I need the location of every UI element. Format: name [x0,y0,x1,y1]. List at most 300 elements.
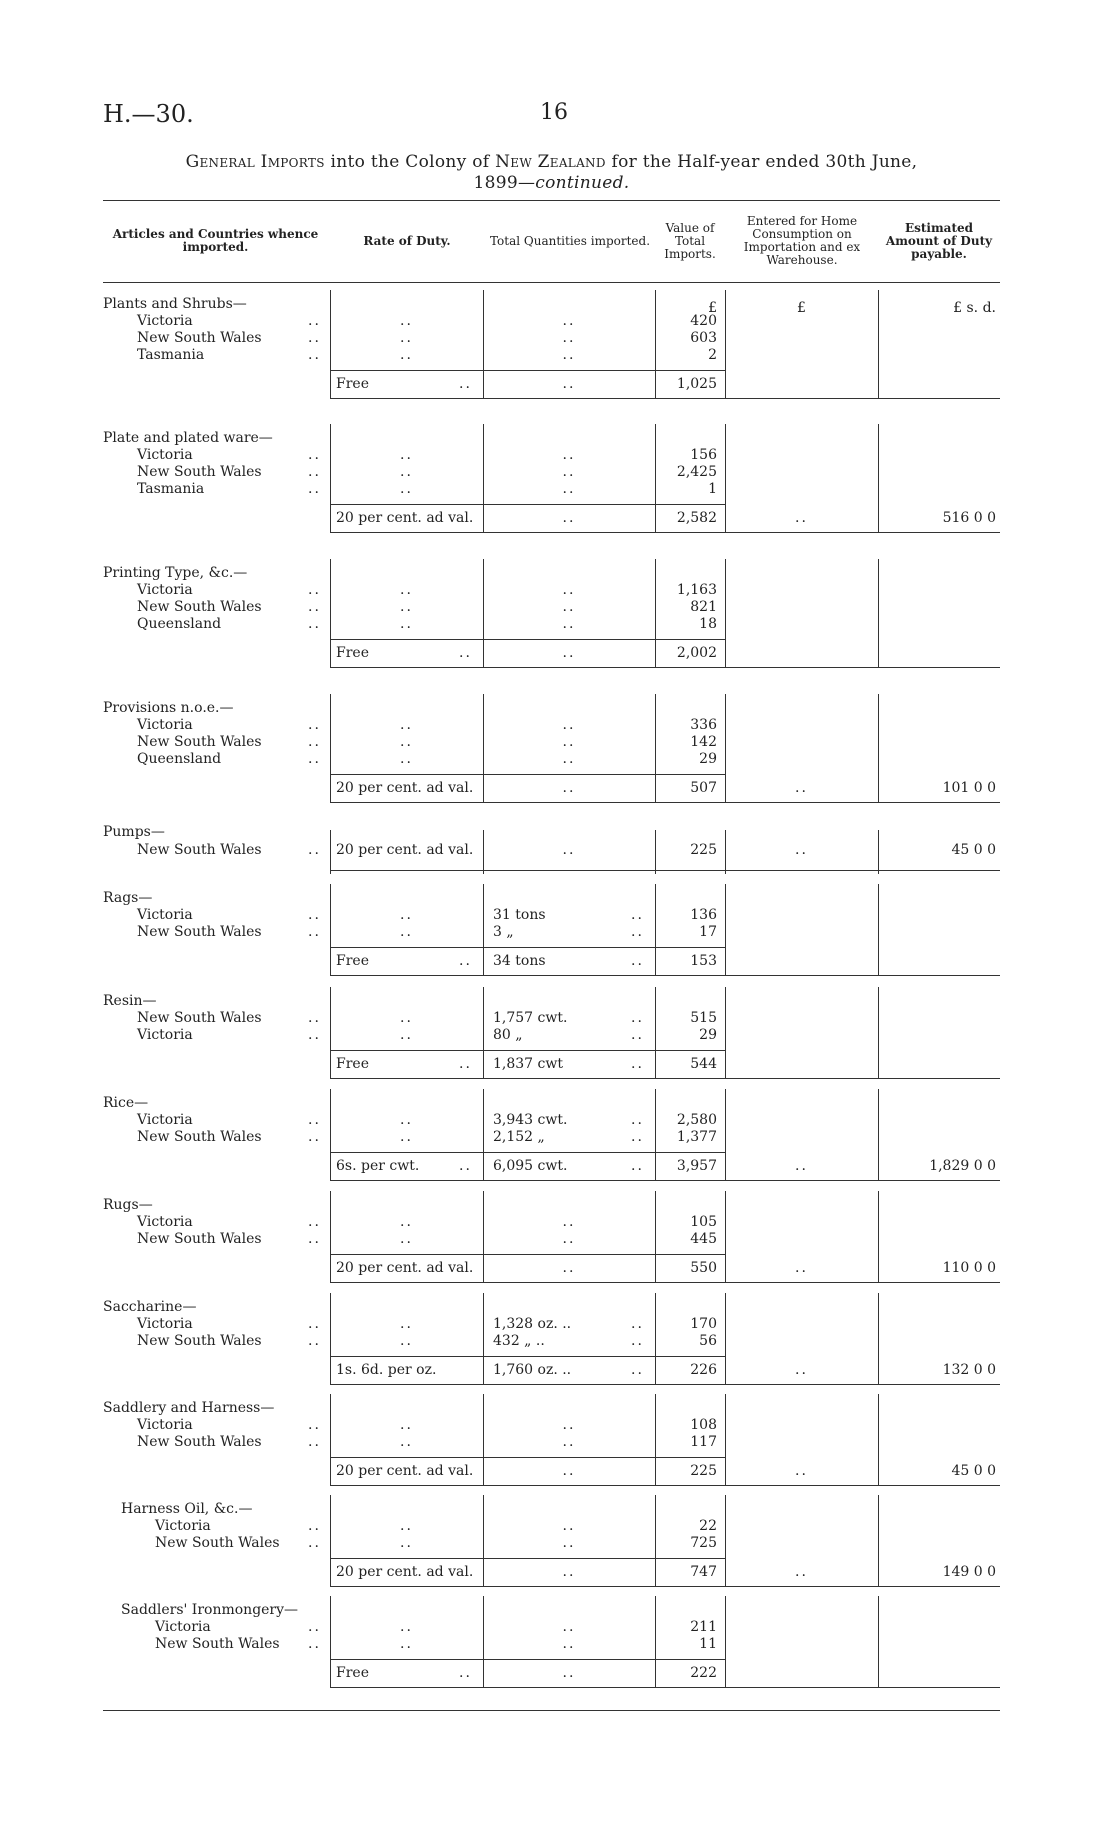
row-country: New South Wales [137,842,262,858]
title-part-a: General Imports [185,152,325,172]
row-dots-r: .. [400,1434,413,1450]
col-rule [655,1596,656,1687]
total-rate-dots: .. [459,645,472,661]
total-rate: 20 per cent. ad val. [336,1564,474,1580]
row-dots-r: .. [400,1231,413,1247]
row-value: 108 [690,1417,717,1433]
section-title: Saddlers' Ironmongery— [121,1602,299,1618]
col-rule [725,1495,726,1586]
col-rule [483,1596,484,1687]
col-rule [878,987,879,1078]
row-country: New South Wales [137,1231,262,1247]
section-title: Saddlery and Harness— [103,1400,275,1416]
row-quantity: 2,152 „ [493,1129,545,1145]
section-rule [330,1078,1000,1079]
row-dots-r: .. [400,1214,413,1230]
row-dots-q: .. [562,1434,576,1450]
col-rule [330,1495,331,1586]
total-value: 2,002 [676,645,717,661]
row-duty: 45 0 0 [951,842,996,858]
row-dots-r: .. [400,464,413,480]
document-reference: H.—30. [103,100,194,128]
row-country: Victoria [137,1214,193,1230]
rate-subtotal-rule [330,774,725,775]
total-value: 3,957 [676,1158,717,1174]
row-dots-a: .. [308,1112,321,1128]
row-dots-r: .. [400,751,413,767]
col-rule [725,987,726,1078]
row-country: New South Wales [137,1434,262,1450]
row-dots-a: .. [308,842,321,858]
total-quantity: 1,837 cwt [493,1056,563,1072]
row-dots-a: .. [308,464,321,480]
total-qty-dots: .. [631,1056,644,1072]
row-quantity: 80 „ [493,1027,523,1043]
col-rule [878,1191,879,1282]
row-country: New South Wales [137,1333,262,1349]
col-rule [725,290,726,398]
total-qty-dots: .. [562,780,576,796]
total-entered: .. [795,1463,808,1479]
row-dots-a: .. [308,599,321,615]
title-part-b: into the Colony of [330,152,490,172]
row-quantity: 1,328 oz. .. [493,1316,572,1332]
col-rule [330,694,331,802]
row-value: 2 [708,347,717,363]
row-dots-q: .. [631,924,644,940]
col-rule [655,559,656,667]
section-rule [330,870,1000,871]
total-rate: Free [336,1056,369,1072]
total-value: 1,025 [676,376,717,392]
col-rule [878,884,879,975]
row-dots-q: .. [631,1112,644,1128]
total-qty-dots: .. [631,1158,644,1174]
row-dots-r: .. [400,347,413,363]
col-rule [878,830,879,874]
row-dots-q: .. [562,842,576,858]
row-dots-q: .. [562,1417,576,1433]
col-rule [330,1089,331,1180]
row-dots-r: .. [400,734,413,750]
row-country: Victoria [137,447,193,463]
row-dots-r: .. [400,1333,413,1349]
row-dots-a: .. [308,1619,321,1635]
total-qty-dots: .. [562,1665,576,1681]
col-rule [878,290,879,398]
rate-subtotal-rule [330,370,725,371]
row-country: Victoria [137,1316,193,1332]
col-rule [483,987,484,1078]
total-entered: .. [795,510,808,526]
row-country: Queensland [137,751,222,767]
row-value: 225 [690,842,717,858]
row-value: 142 [690,734,717,750]
title-part-d: for the Half-year ended 30th June, [611,152,918,172]
row-country: New South Wales [137,464,262,480]
col-rule [725,1191,726,1282]
col-rule [655,884,656,975]
total-quantity: 34 tons [493,953,546,969]
col-rule [483,290,484,398]
rate-subtotal-rule [330,639,725,640]
row-dots-a: .. [308,1417,321,1433]
row-value: 29 [699,751,717,767]
header-bottom-rule [103,282,1000,283]
row-country: Victoria [155,1619,211,1635]
row-dots-r: .. [400,1027,413,1043]
section-rule [330,802,1000,803]
row-country: Victoria [137,907,193,923]
row-dots-r: .. [400,1636,413,1652]
col-rule [725,884,726,975]
col-rule [483,884,484,975]
row-dots-q: .. [562,330,576,346]
rate-subtotal-rule [330,1254,725,1255]
total-entered: .. [795,1158,808,1174]
section-rule [330,975,1000,976]
row-dots-a: .. [308,481,321,497]
col-rule [330,290,331,398]
col-rule [725,1089,726,1180]
title-continued: continued. [535,173,630,193]
total-rate: Free [336,376,369,392]
row-value: 117 [690,1434,717,1450]
total-value: 226 [690,1362,717,1378]
row-dots-r: .. [400,1129,413,1145]
row-value: 17 [699,924,717,940]
rate-subtotal-rule [330,1457,725,1458]
col-rule [725,559,726,667]
row-dots-q: .. [562,1231,576,1247]
row-value: 11 [699,1636,717,1652]
total-rate-dots: .. [459,1056,472,1072]
row-value: 515 [690,1010,717,1026]
col-rule [655,1089,656,1180]
title-year: 1899— [473,173,536,193]
row-value: 29 [699,1027,717,1043]
row-quantity: 3 „ [493,924,514,940]
total-rate: Free [336,645,369,661]
row-dots-q: .. [562,1636,576,1652]
total-duty: 132 0 0 [942,1362,996,1378]
total-rate: 1s. 6d. per oz. [336,1362,437,1378]
col-rule [655,290,656,398]
row-dots-r: .. [400,924,413,940]
row-dots-q: .. [631,1333,644,1349]
total-entered: .. [795,780,808,796]
row-dots-a: .. [308,1214,321,1230]
col-rule [878,1394,879,1485]
row-value: 211 [690,1619,717,1635]
col-rule [725,1394,726,1485]
row-dots-q: .. [562,1619,576,1635]
row-country: New South Wales [137,734,262,750]
row-dots-q: .. [562,447,576,463]
row-dots-q: .. [631,1316,644,1332]
total-entered: .. [795,1362,808,1378]
col-rule [483,1394,484,1485]
section-rule [330,532,1000,533]
value-unit: £ [708,300,717,316]
total-rate: 20 per cent. ad val. [336,1463,474,1479]
row-dots-r: .. [400,1518,413,1534]
row-dots-r: .. [400,330,413,346]
row-value: 18 [699,616,717,632]
row-country: New South Wales [137,924,262,940]
row-country: New South Wales [155,1535,280,1551]
col-rule [330,1191,331,1282]
row-dots-a: .. [308,1231,321,1247]
row-dots-a: .. [308,330,321,346]
row-dots-a: .. [308,1010,321,1026]
row-country: Tasmania [137,481,205,497]
col-rule [655,424,656,532]
section-rule [330,1282,1000,1283]
col-rule [330,884,331,975]
col-rule [878,1089,879,1180]
row-dots-r: .. [400,1417,413,1433]
row-country: Victoria [137,582,193,598]
section-title: Printing Type, &c.— [103,565,248,581]
row-dots-q: .. [562,1535,576,1551]
row-country: Victoria [137,1112,193,1128]
row-dots-a: .. [308,582,321,598]
total-rate: 20 per cent. ad val. [336,510,474,526]
col-rule [483,1293,484,1384]
col-rule [483,1089,484,1180]
total-qty-dots: .. [562,1260,576,1276]
total-value: 550 [690,1260,717,1276]
col-rule [330,1596,331,1687]
rate-subtotal-rule [330,1152,725,1153]
row-quantity: 3,943 cwt. [493,1112,568,1128]
estimated-unit: £ s. d. [953,300,996,316]
total-rate: Free [336,953,369,969]
row-value: 603 [690,330,717,346]
rate-subtotal-rule [330,1050,725,1051]
col-header-estimated: Estimated Amount of Duty payable. [885,220,993,261]
col-rule [483,1191,484,1282]
row-country: New South Wales [155,1636,280,1652]
col-rule [878,1495,879,1586]
row-dots-q: .. [562,616,576,632]
row-dots-q: .. [562,464,576,480]
total-qty-dots: .. [562,1564,576,1580]
total-entered: .. [795,1564,808,1580]
row-dots-r: .. [400,907,413,923]
total-qty-dots: .. [562,645,576,661]
row-value: 2,425 [676,464,717,480]
col-rule [330,424,331,532]
row-dots-q: .. [562,313,576,329]
row-dots-r: .. [400,1619,413,1635]
row-dots-a: .. [308,734,321,750]
total-rate-dots: .. [459,1665,472,1681]
row-value: 725 [690,1535,717,1551]
row-country: Victoria [137,1417,193,1433]
col-rule [655,830,656,874]
col-rule [725,424,726,532]
row-dots-r: .. [400,313,413,329]
page-number: 16 [540,100,568,125]
total-value: 225 [690,1463,717,1479]
total-duty: 110 0 0 [942,1260,996,1276]
row-country: New South Wales [137,1129,262,1145]
total-qty-dots: .. [631,1362,644,1378]
total-rate-dots: .. [459,376,472,392]
total-rate-dots: .. [459,1158,472,1174]
col-rule [655,1293,656,1384]
col-header-rate: Rate of Duty. [363,233,451,248]
row-dots-q: .. [562,582,576,598]
row-quantity: 31 tons [493,907,546,923]
section-title: Harness Oil, &c.— [121,1501,253,1517]
col-rule [878,1293,879,1384]
col-rule [878,1596,879,1687]
col-rule [725,1293,726,1384]
row-dots-q: .. [562,717,576,733]
row-entered: .. [795,842,808,858]
total-value: 222 [690,1665,717,1681]
row-quantity: 432 „ .. [493,1333,545,1349]
col-rule [483,830,484,874]
total-qty-dots: .. [562,1463,576,1479]
row-country: Queensland [137,616,222,632]
row-country: New South Wales [137,330,262,346]
col-rule [725,830,726,874]
row-value: 1,163 [676,582,717,598]
row-value: 420 [690,313,717,329]
total-quantity: 6,095 cwt. [493,1158,568,1174]
row-dots-r: .. [400,1316,413,1332]
col-rule [330,830,331,874]
col-rule [483,1495,484,1586]
section-title: Resin— [103,993,157,1009]
row-value: 445 [690,1231,717,1247]
section-rule [330,398,1000,399]
col-rule [725,1596,726,1687]
total-rate: 20 per cent. ad val. [336,780,474,796]
row-dots-q: .. [562,734,576,750]
total-rate-dots: .. [459,953,472,969]
row-country: Victoria [137,313,193,329]
entered-unit: £ [797,300,806,316]
section-rule [330,667,1000,668]
total-qty-dots: .. [631,953,644,969]
row-value: 105 [690,1214,717,1230]
page-title [103,152,1000,194]
row-dots-a: .. [308,1333,321,1349]
col-rule [655,1495,656,1586]
total-qty-dots: .. [562,376,576,392]
row-dots-q: .. [562,1214,576,1230]
col-rule [330,1394,331,1485]
total-duty: 516 0 0 [942,510,996,526]
total-duty: 101 0 0 [942,780,996,796]
total-duty: 45 0 0 [951,1463,996,1479]
row-dots-q: .. [562,751,576,767]
total-entered: .. [795,1260,808,1276]
col-rule [483,694,484,802]
row-dots-a: .. [308,751,321,767]
row-dots-q: .. [631,1010,644,1026]
row-value: 156 [690,447,717,463]
row-dots-q: .. [562,599,576,615]
rate-subtotal-rule [330,504,725,505]
col-rule [878,559,879,667]
section-rule [330,1180,1000,1181]
rate-subtotal-rule [330,1558,725,1559]
row-value: 336 [690,717,717,733]
col-header-value: Value of Total Imports. [664,220,716,261]
row-value: 56 [699,1333,717,1349]
row-country: Tasmania [137,347,205,363]
total-rate: 6s. per cwt. [336,1158,420,1174]
row-dots-r: .. [400,1010,413,1026]
row-value: 1,377 [676,1129,717,1145]
col-rule [725,694,726,802]
section-rule [330,1687,1000,1688]
total-value: 747 [690,1564,717,1580]
row-dots-q: .. [631,1027,644,1043]
row-dots-r: .. [400,616,413,632]
col-rule [878,424,879,532]
col-rule [655,1394,656,1485]
row-dots-r: .. [400,717,413,733]
row-value: 22 [699,1518,717,1534]
col-rule [330,1293,331,1384]
section-title: Rugs— [103,1197,153,1213]
col-header-entered: Entered for Home Consumption on Importation and ex Warehouse. [743,214,861,267]
row-dots-a: .. [308,447,321,463]
total-rate: Free [336,1665,369,1681]
total-qty-dots: .. [562,510,576,526]
row-quantity: 1,757 cwt. [493,1010,568,1026]
section-title: Rags— [103,890,153,906]
row-dots-a: .. [308,1518,321,1534]
row-dots-a: .. [308,347,321,363]
section-title: Plants and Shrubs— [103,296,247,312]
row-dots-q: .. [562,347,576,363]
row-dots-r: .. [400,1535,413,1551]
row-rate: 20 per cent. ad val. [336,842,474,858]
section-title: Saccharine— [103,1299,197,1315]
row-country: New South Wales [137,1010,262,1026]
section-title: Pumps— [103,824,165,840]
total-value: 2,582 [676,510,717,526]
row-value: 170 [690,1316,717,1332]
row-country: New South Wales [137,599,262,615]
col-rule [655,694,656,802]
section-title: Rice— [103,1095,149,1111]
col-rule [655,1191,656,1282]
row-dots-a: .. [308,1027,321,1043]
section-rule [330,1485,1000,1486]
row-value: 136 [690,907,717,923]
section-title: Plate and plated ware— [103,430,273,446]
row-dots-a: .. [308,717,321,733]
row-dots-q: .. [562,481,576,497]
col-rule [330,987,331,1078]
row-value: 1 [708,481,717,497]
row-dots-q: .. [631,907,644,923]
row-dots-a: .. [308,313,321,329]
col-rule [483,559,484,667]
row-dots-a: .. [308,1636,321,1652]
row-dots-q: .. [562,1518,576,1534]
row-dots-a: .. [308,1129,321,1145]
